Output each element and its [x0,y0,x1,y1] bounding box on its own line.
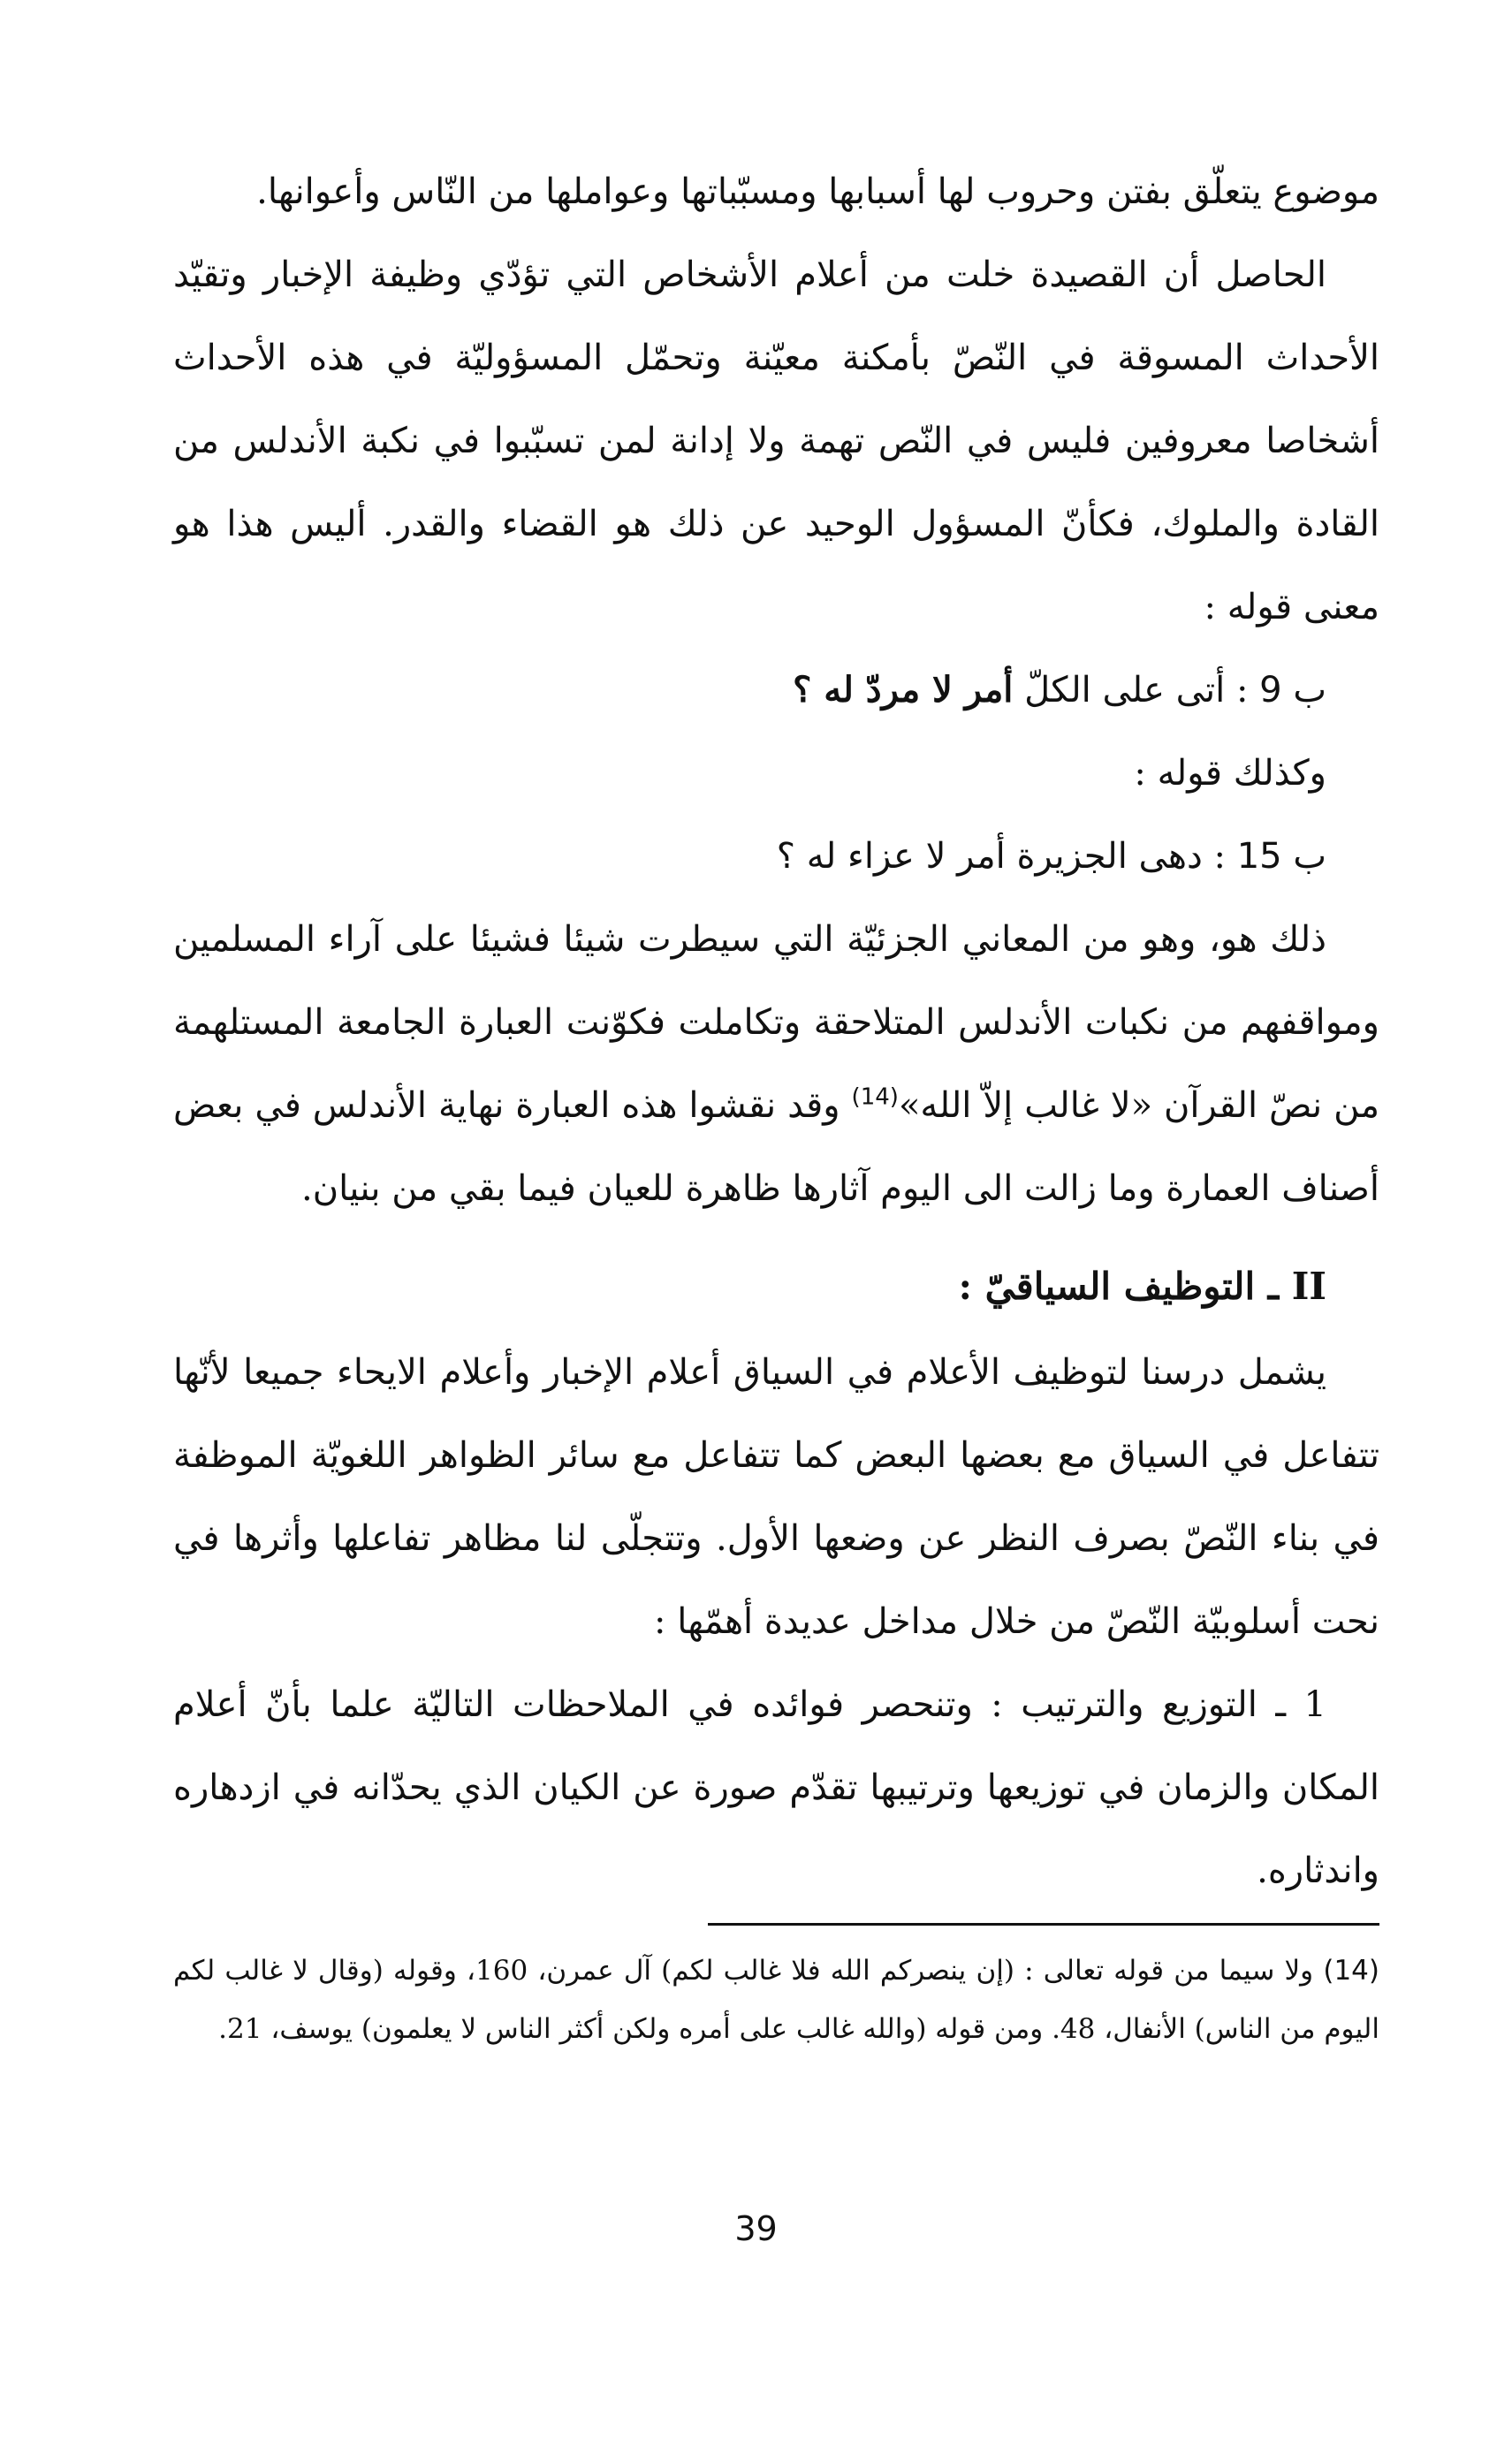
paragraph-text-a: ذلك هو، وهو من المعاني الجزئيّة التي سيطرت شيئا فشيئا على آراء المسلمين ومواقفهم من نكبات الأندلس المتلاحقة وتكاملت فكوّنت العبارة الجامعة المستلهمة من نصّ القرآن «لا غالب إلاّ الله» [173,919,1380,1126]
paragraph-distribution: 1 ـ التوزيع والترتيب : وتنحصر فوائده في الملاحظات التاليّة علما بأنّ أعلام المكان والزمان في توزيعها وترتيبها تقدّم صورة عن الكيان الذي يحدّانه في ازدهاره واندثاره. [173,1684,1379,1891]
verse-quote-15 [173,815,1379,898]
verse-quote-9 [173,649,1379,732]
section-title: التوظيف السياقيّ : [958,1265,1256,1308]
footnote [173,1942,1379,2058]
verse-text: : دهى الجزيرة أمر لا عزاء له ؟ [776,836,1226,877]
verse-number: 15 [1236,836,1282,877]
footnote-reference: (14) [851,1083,899,1111]
section-dash: ـ [1267,1265,1280,1308]
section-heading [173,1242,1379,1331]
paragraph-contextual-usage: يشمل درسنا لتوظيف الأعلام في السياق أعلام الإخبار وأعلام الايحاء جميعا لأنّها تتفاعل في السياق مع بعضها البعض كما تتفاعل مع سائر الظواهر اللغويّة الموظفة في بناء النّصّ بصرف النظر عن وضعها الأول. وتتجلّى لنا مظاهر تفاعلها وأثرها في نحت أسلوبيّة النّصّ من خلال مداخل عديدة أهمّها : [173,1352,1379,1642]
paragraph-text-b: وقد نقشوا هذه العبارة نهاية الأندلس في بعض أصناف العمارة وما زالت الى اليوم آثارها ظاهرة للعيان فيما بقي من بنيان. [173,1085,1379,1209]
paragraph-intro: موضوع يتعلّق بفتن وحروب لها أسبابها ومسبّباتها وعواملها من النّاس وأعوانها. [256,171,1379,212]
footnote-text: ولا سيما من قوله تعالى : (إن ينصركم الله فلا غالب لكم) آل عمرن، 160، وقوله (وقال لا غالب لكم اليوم من الناس) الأنفال، 48. ومن قوله (والله غالب على أمره ولكن أكثر الناس لا يعلمون) يوسف، 21. [173,1955,1379,2045]
paragraph-summary: الحاصل أن القصيدة خلت من أعلام الأشخاص التي تؤدّي وظيفة الإخبار وتقيّد الأحداث المسوقة في النّصّ بأمكنة معيّنة وتحمّل المسؤوليّة في هذه الأحداث أشخاصا معروفين فليس في النّص تهمة ولا إدانة لمن تسبّبوا في نكبة الأندلس من القادة والملوك، فكأنّ المسؤول الوحيد عن ذلك هو القضاء والقدر. أليس هذا هو معنى قوله : [173,255,1379,627]
document-page [173,150,1379,2413]
page-number: 39 [734,2209,778,2248]
section-roman-numeral: II [1291,1265,1326,1308]
connector-line: وكذلك قوله : [1134,753,1326,794]
verse-emphasis: أمر لا مردّ له ؟ [793,669,1014,711]
footnote-number: (14) [1323,1955,1380,1987]
footnote-divider [708,1923,1379,1926]
paragraph-la-ghalib [173,898,1379,1230]
verse-number: 9 [1259,670,1282,711]
verse-text: : أتى على الكلّ [1024,670,1249,711]
verse-prefix: ب [1293,836,1326,877]
verse-prefix: ب [1293,670,1326,711]
